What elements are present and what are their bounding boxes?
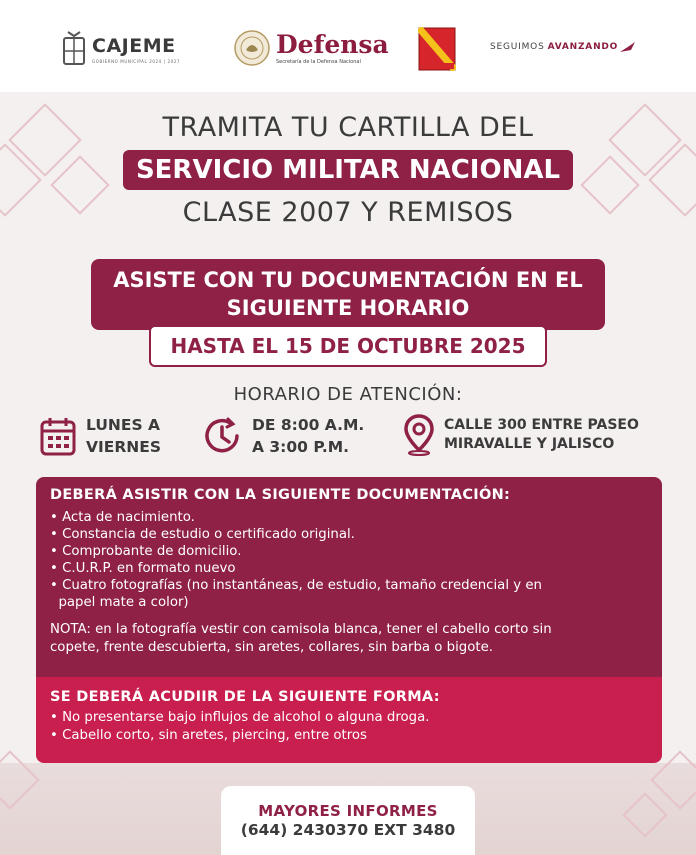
list-item: • No presentarse bajo influjos de alcohol o alguna droga. [50,710,430,725]
title-banner-servicio-militar: SERVICIO MILITAR NACIONAL [123,150,573,190]
asiste-line-1: ASISTE CON TU DOCUMENTACIÓN EN EL [113,268,583,292]
photo-note [50,621,648,657]
arrow-swoosh-icon [620,41,636,53]
calendar-icon [40,416,76,456]
title-line-3: CLASE 2007 Y REMISOS [182,197,514,228]
schedule-address [404,414,639,456]
time-line-1: DE 8:00 A.M. [252,416,365,434]
deadline-badge: HASTA EL 15 DE OCTUBRE 2025 [149,325,547,367]
decorative-diamonds-bottom-left [0,700,60,855]
documentation-list [50,509,648,611]
asiste-banner [91,259,605,330]
documentation-title: DEBERÁ ASISTIR CON LA SIGUIENTE DOCUMENTACIÓN: [50,487,511,503]
address-line-1: CALLE 300 ENTRE PASEO [444,417,639,433]
title-line-1: TRAMITA TU CARTILLA DEL [162,112,534,143]
days-line-1: LUNES A [86,416,161,434]
cajeme-name: CAJEME [92,34,176,57]
attendance-rules-title: SE DEBERÁ ACUDIIR DE LA SIGUIENTE FORMA: [50,689,440,705]
seguimos-avanzando-logo [490,41,636,53]
national-seal-icon [234,30,270,66]
location-pin-icon [404,414,434,456]
seguimos-text: SEGUIMOS [490,42,545,52]
attendance-rules-box [36,677,662,763]
list-item: • Comprobante de domicilio. [50,544,242,559]
decorative-diamonds-bottom-right [620,700,696,855]
list-item: papel mate a color) [50,595,189,610]
list-item: • Cuatro fotografías (no instantáneas, de estudio, tamaño credencial y en [50,578,542,593]
cajeme-logo [62,30,180,68]
address-line-2: MIRAVALLE Y JALISCO [444,436,615,452]
clock-icon [204,416,242,456]
defensa-subtitle: Secretaría de la Defensa Nacional [276,58,361,65]
list-item: • Acta de nacimiento. [50,510,195,525]
schedule-days [40,414,161,458]
contact-info-box [221,786,475,855]
note-line-1: NOTA: en la fotografía vestir con camisola blanca, tener el cabello corto sin [50,622,552,637]
list-item: • Constancia de estudio o certificado original. [50,527,355,542]
defensa-name: Defensa [276,29,389,59]
cajeme-crest-icon [62,30,86,68]
cajeme-subtitle: GOBIERNO MUNICIPAL 2024 | 2027 [92,58,181,64]
shield-icon [418,27,456,71]
attendance-rules-list [50,709,648,745]
schedule-time [204,414,364,458]
avanzando-text: AVANZANDO [547,42,619,52]
contact-phone[interactable]: (644) 2430370 EXT 3480 [240,821,456,839]
list-item: • C.U.R.P. en formato nuevo [50,561,236,576]
list-item: • Cabello corto, sin aretes, piercing, entre otros [50,728,367,743]
military-zone-shield [418,27,456,71]
time-line-2: A 3:00 P.M. [252,438,350,456]
header-logos [0,0,696,92]
asiste-line-2: SIGUIENTE HORARIO [226,296,470,320]
defensa-logo [234,30,389,66]
contact-title: MAYORES INFORMES [258,802,438,820]
documentation-box [36,477,662,677]
note-line-2: copete, frente descubierta, sin aretes, collares, sin barba o bigote. [50,640,493,655]
days-line-2: VIERNES [86,438,162,456]
horario-title: HORARIO DE ATENCIÓN: [233,384,463,405]
